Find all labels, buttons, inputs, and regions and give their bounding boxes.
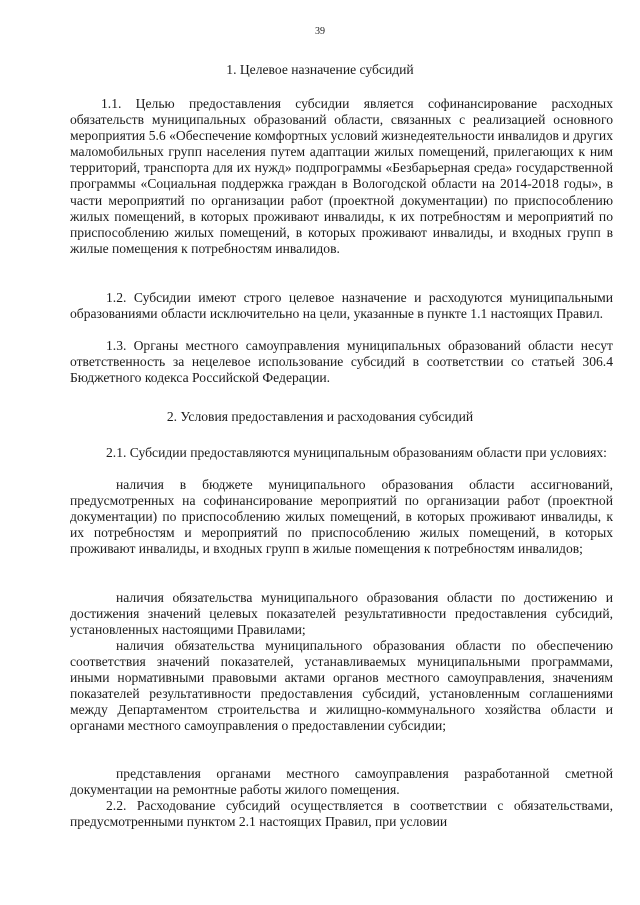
condition-4: представления органами местного самоуправления разработанной сметной документации на ремонтные работы жилого помещения. <box>70 766 613 798</box>
condition-1: наличия в бюджете муниципального образования области ассигнований, предусмотренных на софинансирование мероприятий по организации работ (проектной документации) по приспособлению жилых помещений, в которых проживают инвалиды, к их потребностям и мероприятий по приспособлению жилых помещений, в которых проживают инвалиды, и входных групп в жилые помещения к потребностям инвалидов; <box>70 477 613 557</box>
condition-3: наличия обязательства муниципального образования области по обеспечению соответствия значений показателей, устанавливаемых муниципальными программами, иными нормативными правовыми актами органов местного самоуправления, значениям показателей результативности предоставления субсидий, установленным соглашениями между Департаментом строительства и жилищно-коммунального хозяйства области и органами местного самоуправления о предоставлении субсидии; <box>70 638 613 734</box>
section-1-title: 1. Целевое назначение субсидий <box>226 62 414 77</box>
paragraph-1-3: 1.3. Органы местного самоуправления муниципальных образований области несут ответственность за нецелевое использование субсидий в соответствии со статьей 306.4 Бюджетного кодекса Российской Федерации. <box>70 338 613 386</box>
section-2-title: 2. Условия предоставления и расходования субсидий <box>166 409 474 424</box>
page-number: 39 <box>315 26 325 37</box>
paragraph-2-2: 2.2. Расходование субсидий осуществляется в соответствии с обязательствами, предусмотренными пунктом 2.1 настоящих Правил, при условии <box>70 798 613 830</box>
paragraph-2-1: 2.1. Субсидии предоставляются муниципальным образованиям области при условиях: <box>106 445 607 460</box>
paragraph-1-2: 1.2. Субсидии имеют строго целевое назначение и расходуются муниципальными образованиями области исключительно на цели, указанные в пункте 1.1 настоящих Правил. <box>70 290 613 322</box>
condition-2: наличия обязательства муниципального образования области по достижению и достижения значений целевых показателей результативности предоставления субсидий, установленных настоящими Правилами; <box>70 590 613 638</box>
paragraph-1-1: 1.1. Целью предоставления субсидии является софинансирование расходных обязательств муниципальных образований области, связанных с реализацией основного мероприятия 5.6 «Обеспечение комфортных условий жизнедеятельности инвалидов и других маломобильных групп населения путем адаптации жилых помещений, прилегающих к ним территорий, транспорта для их нужд» подпрограммы «Безбарьерная среда» государственной программы «Социальная поддержка граждан в Вологодской области на 2014-2018 годы», в части мероприятий по организации работ (проектной документации) по приспособлению жилых помещений, в которых проживают инвалиды, к их потребностям и мероприятий по приспособлению жилых помещений, в которых проживают инвалиды, и входных групп в жилые помещения к потребностям инвалидов. <box>70 96 613 256</box>
